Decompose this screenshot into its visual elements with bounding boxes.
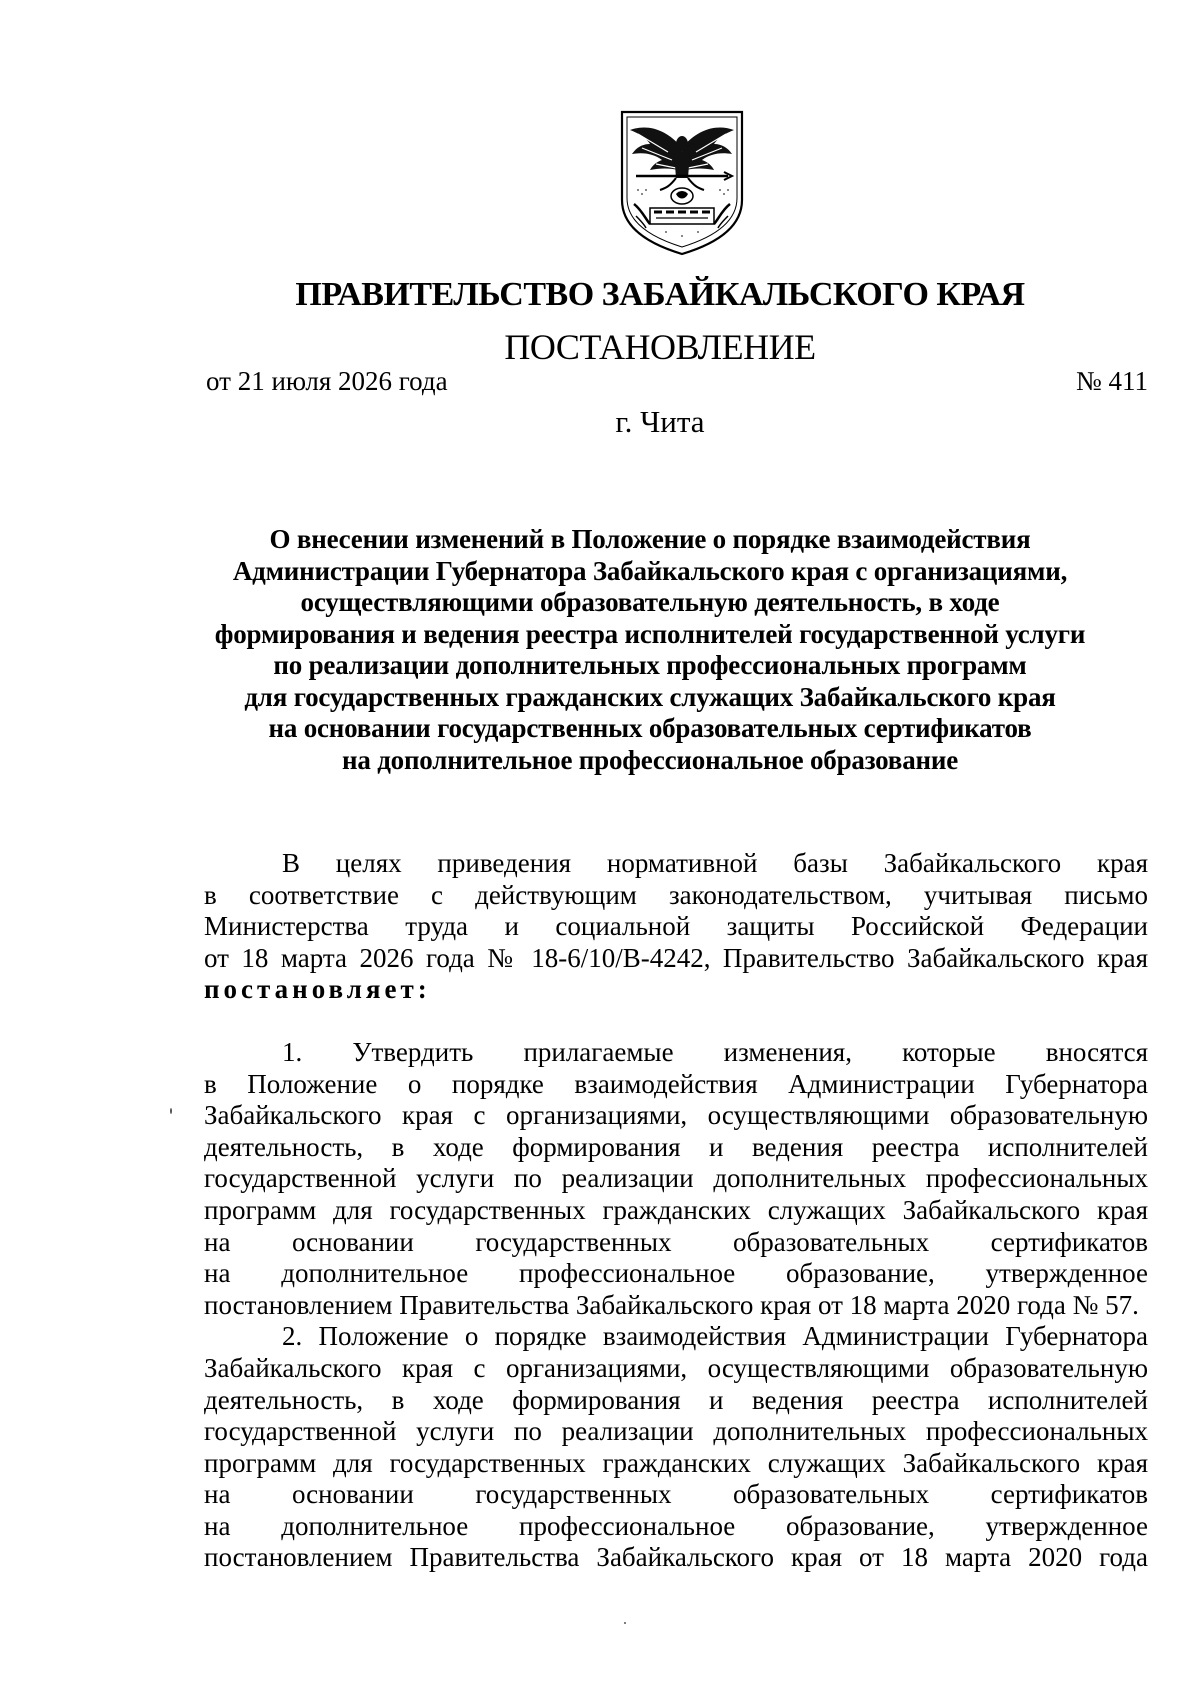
body-line: Забайкальского края с организациями, осуществляющими образовательную (204, 1352, 1148, 1383)
body-line: Министерства труда и социальной защиты Российской Федерации (204, 911, 1148, 942)
scan-speck (624, 1622, 626, 1624)
document-type: ПОСТАНОВЛЕНИЕ (504, 327, 816, 367)
body-line: 1. Утвердить прилагаемые изменения, которые вносятся (282, 1036, 1148, 1067)
preamble-paragraph (204, 848, 1148, 1006)
title-line: О внесении изменений в Положение о порядке взаимодействия (269, 524, 1031, 554)
document-date: от 21 июля 2026 года (206, 366, 448, 396)
title-line: на основании государственных образовательных сертификатов (268, 713, 1032, 743)
body-line: в Положение о порядке взаимодействия Администрации Губернатора (204, 1068, 1148, 1099)
government-name: ПРАВИТЕЛЬСТВО ЗАБАЙКАЛЬСКОГО КРАЯ (295, 276, 1025, 313)
body-line: деятельность, в ходе формирования и ведения реестра исполнителей (204, 1384, 1148, 1415)
item-2-paragraph (204, 1321, 1148, 1574)
document-number: № 411 (1075, 366, 1148, 396)
title-line: для государственных гражданских служащих Забайкальского края (244, 681, 1056, 712)
zabaikalsky-krai-coat-of-arms-icon (616, 108, 748, 256)
title-line: Администрации Губернатора Забайкальского края с организациями, (232, 555, 1068, 586)
scan-speck (170, 1108, 172, 1114)
document-body (204, 848, 1148, 1574)
body-line: программ для государственных гражданских служащих Забайкальского края (204, 1194, 1148, 1225)
body-line: постановлением Правительства Забайкальского края от 18 марта 2020 года (204, 1542, 1148, 1573)
body-line: на дополнительное профессиональное образование, утвержденное (204, 1510, 1148, 1541)
body-line: государственной услуги по реализации дополнительных профессиональных (204, 1163, 1148, 1194)
body-line: от 18 марта 2026 года № 18-6/10/В-4242, Правительство Забайкальского края (204, 942, 1148, 973)
body-line: В целях приведения нормативной базы Забайкальского края (282, 848, 1148, 878)
body-line: на дополнительное профессиональное образование, утвержденное (204, 1258, 1148, 1289)
title-line: по реализации дополнительных профессиональных программ (273, 650, 1027, 680)
title-line: осуществляющими образовательную деятельность, в ходе (300, 587, 1000, 617)
title-line: на дополнительное профессиональное образование (341, 744, 958, 775)
document-city: г. Чита (615, 404, 705, 439)
body-line: Забайкальского края с организациями, осуществляющими образовательную (204, 1100, 1148, 1131)
title-line: формирования и ведения реестра исполнителей государственной услуги (214, 618, 1086, 649)
body-line: постановлением Правительства Забайкальского края от 18 марта 2020 года № 57. (204, 1289, 1139, 1320)
body-line: в соответствие с действующим законодательством, учитывая письмо (204, 879, 1148, 910)
decree-word: постановляет: (204, 974, 431, 1005)
body-line: деятельность, в ходе формирования и ведения реестра исполнителей (204, 1131, 1148, 1162)
document-title (150, 524, 1150, 776)
body-line: 2. Положение о порядке взаимодействия Администрации Губернатора (282, 1321, 1148, 1352)
body-line: на основании государственных образовательных сертификатов (204, 1479, 1148, 1510)
item-1-paragraph (204, 1037, 1148, 1321)
body-line: на основании государственных образовательных сертификатов (204, 1226, 1148, 1257)
body-line: государственной услуги по реализации дополнительных профессиональных (204, 1416, 1148, 1447)
body-line: программ для государственных гражданских служащих Забайкальского края (204, 1447, 1148, 1478)
